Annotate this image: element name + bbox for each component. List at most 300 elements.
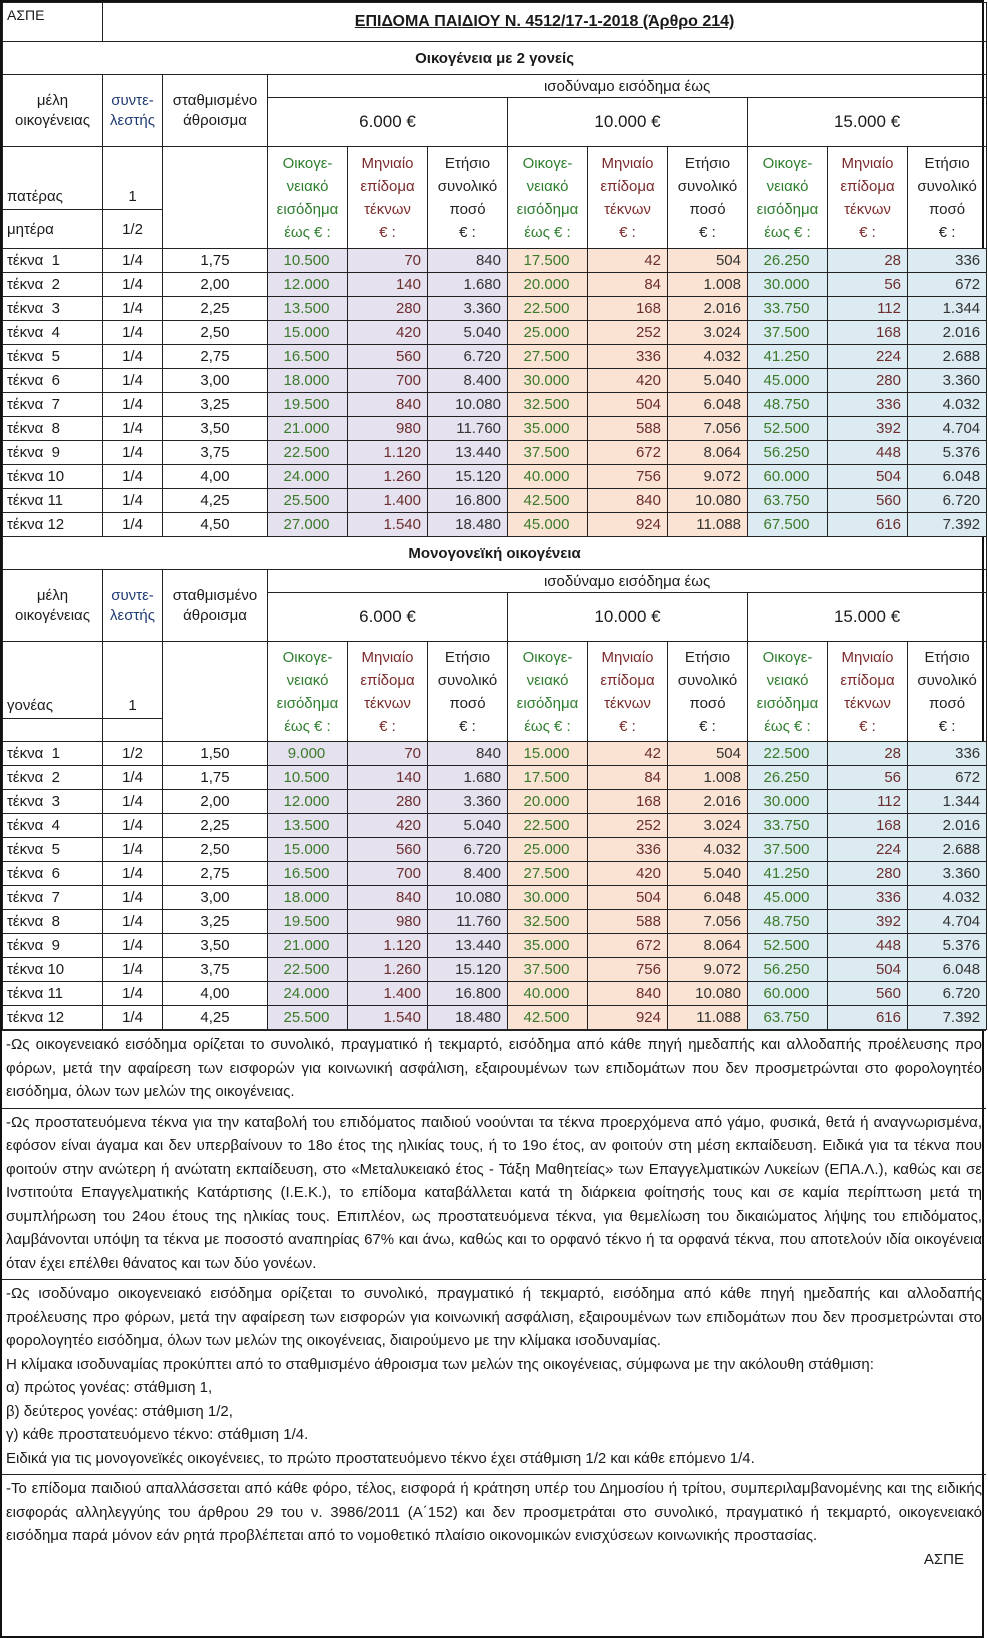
family-income-limit: 12.000 bbox=[268, 790, 348, 814]
header-line: εισόδημα bbox=[516, 200, 579, 218]
monthly-benefit: 1.120 bbox=[348, 934, 428, 958]
header-line: έως € : bbox=[764, 717, 811, 735]
monthly-benefit: 42 bbox=[588, 249, 668, 273]
monthly-benefit: 504 bbox=[828, 465, 908, 489]
annual-total: 11.088 bbox=[668, 1006, 748, 1030]
child-label: τέκνα 8 bbox=[3, 910, 103, 934]
weighted-sum: 2,50 bbox=[163, 321, 268, 345]
subheader-income bbox=[508, 147, 588, 249]
note-paragraph: -Ως προστατευόμενα τέκνα για την καταβολή του επιδόματος παιδιού νοούνται τα τέκνα προερχόμενα από γάμο, φυσικά, θετά ή αναγνωρισμένα, εφόσον είναι άγαμα και δεν υπερβαίνουν το 18ο έτος της ηλικίας τους, ή το 19ο έτος, αν φοιτούν στη μέση εκπαίδευση. Ειδικά για τα τέκνα που φοιτούν στην ανώτερη ή ανώτατη εκπαίδευση, στο «Μεταλυκειακό έτος - Τάξη Μαθητείας» των Επαγγελματικών Λυκείων (ΕΠΑ.Λ.), καθώς και σε Ινστιτούτα Επαγγελματικής Κατάρτισης (Ι.Ε.Κ.), το επίδομα καταβάλλεται κατά τη διάρκεια φοίτησής τους και σε καμία περίπτωση μετά τη συμπλήρωση του 24ου έτους της ηλικίας τους. Επιπλέον, ως προστατευόμενα τέκνα, για θεμελίωση του δικαιώματος λήψης του επιδόματος, λαμβάνονται υπόψη τα τέκνα με ποσοστό αναπηρίας 67% και άνω, καθώς και το ορφανό τέκνο ή τα ορφανά τέκνα, που αποτελούν ιδία οικογένεια όταν έχει επέλθει θάνατος και των δύο γονέων. bbox=[6, 1113, 982, 1272]
header-line: € : bbox=[938, 223, 956, 241]
header-line: τέκνων bbox=[364, 694, 411, 712]
weighted-sum-header bbox=[163, 75, 268, 147]
annual-total: 2.016 bbox=[908, 321, 987, 345]
annual-total: 1.344 bbox=[908, 297, 987, 321]
monthly-benefit: 70 bbox=[348, 742, 428, 766]
empty-cell bbox=[163, 642, 268, 742]
header-line: € : bbox=[699, 717, 716, 735]
annual-total: 336 bbox=[908, 742, 987, 766]
subheader-annual bbox=[908, 642, 987, 742]
header-line: Μηνιαίο bbox=[601, 154, 654, 172]
section-title: Οικογένεια με 2 γονείς bbox=[3, 42, 987, 75]
family-income-limit: 30.000 bbox=[508, 369, 588, 393]
child-label: τέκνα 4 bbox=[3, 814, 103, 838]
subheader-row bbox=[3, 147, 987, 210]
annual-total: 336 bbox=[908, 249, 987, 273]
subheader-monthly bbox=[828, 642, 908, 742]
family-income-limit: 10.500 bbox=[268, 249, 348, 273]
monthly-benefit: 700 bbox=[348, 369, 428, 393]
annual-total: 4.704 bbox=[908, 910, 987, 934]
annual-total: 10.080 bbox=[428, 393, 508, 417]
header-line: έως € : bbox=[524, 717, 571, 735]
annual-total: 3.024 bbox=[668, 321, 748, 345]
child-label: τέκνα 4 bbox=[3, 321, 103, 345]
annual-total: 6.048 bbox=[668, 886, 748, 910]
child-coefficient: 1/4 bbox=[103, 934, 163, 958]
child-label: τέκνα 10 bbox=[3, 465, 103, 489]
weighted-sum: 2,75 bbox=[163, 345, 268, 369]
annual-total: 672 bbox=[908, 766, 987, 790]
monthly-benefit: 560 bbox=[348, 838, 428, 862]
child-coefficient: 1/4 bbox=[103, 249, 163, 273]
monthly-benefit: 504 bbox=[588, 393, 668, 417]
header-line: επίδομα bbox=[360, 177, 415, 195]
family-income-limit: 25.500 bbox=[268, 489, 348, 513]
header-line: συνολικό bbox=[437, 671, 498, 689]
monthly-benefit: 28 bbox=[828, 249, 908, 273]
monthly-benefit: 168 bbox=[588, 297, 668, 321]
coefficient-header bbox=[103, 75, 163, 147]
monthly-benefit: 392 bbox=[828, 417, 908, 441]
family-income-limit: 17.500 bbox=[508, 249, 588, 273]
family-income-limit: 18.000 bbox=[268, 886, 348, 910]
child-label: τέκνα 2 bbox=[3, 766, 103, 790]
family-income-limit: 56.250 bbox=[748, 441, 828, 465]
header-line: συνολικό bbox=[437, 177, 498, 195]
child-label: τέκνα 2 bbox=[3, 273, 103, 297]
family-income-limit: 19.500 bbox=[268, 393, 348, 417]
header-line: επίδομα bbox=[360, 671, 415, 689]
family-income-limit: 52.500 bbox=[748, 934, 828, 958]
table-row bbox=[3, 862, 987, 886]
weighted-sum: 3,00 bbox=[163, 369, 268, 393]
parent-name: πατέρας bbox=[3, 147, 103, 210]
monthly-benefit: 280 bbox=[828, 369, 908, 393]
table-row bbox=[3, 465, 987, 489]
weighted-sum: 1,75 bbox=[163, 766, 268, 790]
child-coefficient: 1/4 bbox=[103, 369, 163, 393]
child-coefficient: 1/4 bbox=[103, 465, 163, 489]
child-label: τέκνα 3 bbox=[3, 790, 103, 814]
family-income-limit: 45.000 bbox=[508, 513, 588, 537]
monthly-benefit: 420 bbox=[588, 369, 668, 393]
annual-total: 11.760 bbox=[428, 910, 508, 934]
table-row bbox=[3, 910, 987, 934]
monthly-benefit: 140 bbox=[348, 766, 428, 790]
annual-total: 5.040 bbox=[668, 862, 748, 886]
family-income-limit: 63.750 bbox=[748, 489, 828, 513]
family-income-limit: 37.500 bbox=[508, 958, 588, 982]
table-row bbox=[3, 273, 987, 297]
family-income-limit: 20.000 bbox=[508, 273, 588, 297]
weighted-sum: 3,00 bbox=[163, 886, 268, 910]
header-line: Ετήσιο bbox=[924, 154, 970, 172]
header-line: τέκνων bbox=[844, 694, 891, 712]
weighted-sum: 2,25 bbox=[163, 814, 268, 838]
header-line: Μηνιαίο bbox=[361, 648, 414, 666]
header-line: συνολικό bbox=[917, 177, 977, 195]
brand-label: ΑΣΠΕ bbox=[3, 3, 103, 42]
annual-total: 504 bbox=[668, 249, 748, 273]
note-paragraph: γ) κάθε προστατευόμενο τέκνο: στάθμιση 1/4. bbox=[6, 1426, 309, 1443]
weighted-sum: 3,75 bbox=[163, 958, 268, 982]
header-line: Οικογε- bbox=[282, 154, 333, 172]
header-line: επίδομα bbox=[600, 671, 655, 689]
family-income-limit: 45.000 bbox=[748, 886, 828, 910]
child-coefficient: 1/4 bbox=[103, 393, 163, 417]
monthly-benefit: 224 bbox=[828, 345, 908, 369]
parent-name: γονέας bbox=[3, 642, 103, 719]
child-coefficient: 1/4 bbox=[103, 838, 163, 862]
subheader-annual bbox=[668, 642, 748, 742]
table-row bbox=[3, 958, 987, 982]
annual-total: 7.056 bbox=[668, 910, 748, 934]
monthly-benefit: 448 bbox=[828, 934, 908, 958]
header-line: εισόδημα bbox=[756, 694, 819, 712]
child-label: τέκνα 7 bbox=[3, 393, 103, 417]
annual-total: 10.080 bbox=[668, 489, 748, 513]
annual-total: 672 bbox=[908, 273, 987, 297]
header-line: € : bbox=[938, 717, 956, 735]
annual-total: 8.400 bbox=[428, 862, 508, 886]
header-line: επίδομα bbox=[600, 177, 655, 195]
table-row bbox=[3, 489, 987, 513]
child-coefficient: 1/4 bbox=[103, 273, 163, 297]
family-income-limit: 18.000 bbox=[268, 369, 348, 393]
monthly-benefit: 504 bbox=[828, 958, 908, 982]
family-income-limit: 26.250 bbox=[748, 766, 828, 790]
family-income-limit: 17.500 bbox=[508, 766, 588, 790]
header-line: εισόδημα bbox=[276, 200, 339, 218]
annual-total: 6.720 bbox=[908, 982, 987, 1006]
header-line: € : bbox=[379, 717, 396, 735]
header-line: Ετήσιο bbox=[444, 648, 491, 666]
header-line: Ετήσιο bbox=[684, 154, 731, 172]
family-income-limit: 22.500 bbox=[508, 814, 588, 838]
child-label: τέκνα 10 bbox=[3, 958, 103, 982]
table-row bbox=[3, 742, 987, 766]
header-line: συντε- bbox=[111, 586, 154, 604]
family-income-limit: 25.000 bbox=[508, 321, 588, 345]
income-band-header: 15.000 € bbox=[748, 98, 987, 147]
family-income-limit: 25.000 bbox=[508, 838, 588, 862]
note-paragraph: Ειδικά για τις μονογονεϊκές οικογένειες, το πρώτο προστατευόμενο τέκνο έχει στάθμιση 1/2 και κάθε επόμενο 1/4. bbox=[6, 1449, 755, 1467]
note-paragraph: α) πρώτος γονέας: στάθμιση 1, bbox=[6, 1379, 213, 1396]
header-line: € : bbox=[619, 717, 636, 735]
header-line: ποσό bbox=[689, 694, 726, 712]
header-line: επίδομα bbox=[840, 671, 895, 689]
annual-total: 1.008 bbox=[668, 766, 748, 790]
weighted-sum: 4,00 bbox=[163, 465, 268, 489]
table-row bbox=[3, 1006, 987, 1030]
subheader-monthly bbox=[588, 147, 668, 249]
annual-total: 5.040 bbox=[428, 321, 508, 345]
parent-coefficient: 1 bbox=[103, 147, 163, 210]
benefit-table bbox=[2, 2, 987, 1030]
family-income-limit: 9.000 bbox=[268, 742, 348, 766]
annual-total: 6.048 bbox=[668, 393, 748, 417]
header-line: Οικογε- bbox=[282, 648, 333, 666]
family-income-limit: 22.500 bbox=[508, 297, 588, 321]
table-row bbox=[3, 886, 987, 910]
header-line: έως € : bbox=[284, 223, 331, 241]
header-line: Ετήσιο bbox=[444, 154, 491, 172]
header-line: νειακό bbox=[526, 671, 569, 689]
header-line: € : bbox=[859, 223, 876, 241]
table-row bbox=[3, 345, 987, 369]
annual-total: 2.688 bbox=[908, 838, 987, 862]
child-label: τέκνα 6 bbox=[3, 369, 103, 393]
monthly-benefit: 252 bbox=[588, 814, 668, 838]
family-income-limit: 22.500 bbox=[268, 441, 348, 465]
family-income-limit: 19.500 bbox=[268, 910, 348, 934]
header-line: ποσό bbox=[929, 694, 966, 712]
equivalent-income-header: ισοδύναμο εισόδημα έως bbox=[268, 570, 987, 593]
child-coefficient: 1/4 bbox=[103, 862, 163, 886]
annual-total: 4.704 bbox=[908, 417, 987, 441]
header-line: € : bbox=[619, 223, 636, 241]
note-paragraph: β) δεύτερος γονέας: στάθμιση 1/2, bbox=[6, 1402, 233, 1420]
child-coefficient: 1/4 bbox=[103, 766, 163, 790]
weighted-sum: 4,50 bbox=[163, 513, 268, 537]
monthly-benefit: 280 bbox=[348, 297, 428, 321]
monthly-benefit: 1.400 bbox=[348, 982, 428, 1006]
weighted-sum: 4,25 bbox=[163, 1006, 268, 1030]
monthly-benefit: 336 bbox=[588, 838, 668, 862]
table-row bbox=[3, 321, 987, 345]
child-coefficient: 1/4 bbox=[103, 1006, 163, 1030]
annual-total: 4.032 bbox=[668, 345, 748, 369]
subheader-monthly bbox=[348, 642, 428, 742]
annual-total: 4.032 bbox=[668, 838, 748, 862]
child-coefficient: 1/4 bbox=[103, 345, 163, 369]
child-label: τέκνα 9 bbox=[3, 934, 103, 958]
monthly-benefit: 448 bbox=[828, 441, 908, 465]
monthly-benefit: 420 bbox=[348, 814, 428, 838]
header-line: ποσό bbox=[689, 200, 726, 218]
family-income-limit: 15.000 bbox=[508, 742, 588, 766]
header-line: έως € : bbox=[524, 223, 571, 241]
header-line: ποσό bbox=[449, 694, 486, 712]
child-label: τέκνα 7 bbox=[3, 886, 103, 910]
monthly-benefit: 56 bbox=[828, 273, 908, 297]
child-coefficient: 1/4 bbox=[103, 297, 163, 321]
weighted-sum: 3,50 bbox=[163, 934, 268, 958]
header-line: έως € : bbox=[764, 223, 811, 241]
subheader-income bbox=[508, 642, 588, 742]
child-label: τέκνα 5 bbox=[3, 838, 103, 862]
family-income-limit: 42.500 bbox=[508, 489, 588, 513]
header-line: συνολικό bbox=[677, 671, 738, 689]
family-income-limit: 20.000 bbox=[508, 790, 588, 814]
subheader-monthly bbox=[588, 642, 668, 742]
family-income-limit: 27.500 bbox=[508, 862, 588, 886]
child-coefficient: 1/4 bbox=[103, 910, 163, 934]
family-income-limit: 25.500 bbox=[268, 1006, 348, 1030]
child-label: τέκνα 1 bbox=[3, 249, 103, 273]
header-line: € : bbox=[459, 223, 476, 241]
header-line: € : bbox=[699, 223, 716, 241]
child-label: τέκνα 6 bbox=[3, 862, 103, 886]
monthly-benefit: 224 bbox=[828, 838, 908, 862]
monthly-benefit: 1.400 bbox=[348, 489, 428, 513]
child-label: τέκνα 3 bbox=[3, 297, 103, 321]
monthly-benefit: 560 bbox=[828, 489, 908, 513]
monthly-benefit: 672 bbox=[588, 934, 668, 958]
subheader-income bbox=[748, 147, 828, 249]
monthly-benefit: 280 bbox=[348, 790, 428, 814]
subheader-income bbox=[268, 147, 348, 249]
annual-total: 6.048 bbox=[908, 958, 987, 982]
weighted-sum: 3,25 bbox=[163, 393, 268, 417]
monthly-benefit: 420 bbox=[348, 321, 428, 345]
family-income-limit: 41.250 bbox=[748, 345, 828, 369]
header-line: Οικογε- bbox=[762, 648, 813, 666]
header-line: συντε- bbox=[111, 91, 154, 109]
notes-section bbox=[2, 1030, 986, 1597]
monthly-benefit: 840 bbox=[348, 393, 428, 417]
empty-cell bbox=[3, 719, 103, 742]
income-band-header: 15.000 € bbox=[748, 593, 987, 642]
annual-total: 504 bbox=[668, 742, 748, 766]
child-coefficient: 1/4 bbox=[103, 958, 163, 982]
annual-total: 3.360 bbox=[428, 297, 508, 321]
monthly-benefit: 560 bbox=[348, 345, 428, 369]
equivalent-income-row bbox=[3, 570, 987, 593]
family-income-limit: 15.000 bbox=[268, 321, 348, 345]
monthly-benefit: 756 bbox=[588, 958, 668, 982]
header-line: σταθμισμένο bbox=[172, 91, 258, 109]
monthly-benefit: 980 bbox=[348, 910, 428, 934]
family-income-limit: 52.500 bbox=[748, 417, 828, 441]
table-row bbox=[3, 934, 987, 958]
family-income-limit: 42.500 bbox=[508, 1006, 588, 1030]
family-income-limit: 60.000 bbox=[748, 465, 828, 489]
annual-total: 10.080 bbox=[668, 982, 748, 1006]
child-label: τέκνα 5 bbox=[3, 345, 103, 369]
monthly-benefit: 336 bbox=[588, 345, 668, 369]
family-income-limit: 37.500 bbox=[508, 441, 588, 465]
annual-total: 1.008 bbox=[668, 273, 748, 297]
child-label: τέκνα 11 bbox=[3, 982, 103, 1006]
monthly-benefit: 392 bbox=[828, 910, 908, 934]
annual-total: 6.720 bbox=[428, 838, 508, 862]
header-line: εισόδημα bbox=[756, 200, 819, 218]
subheader-annual bbox=[428, 642, 508, 742]
monthly-benefit: 924 bbox=[588, 1006, 668, 1030]
family-income-limit: 27.000 bbox=[268, 513, 348, 537]
subheader-annual bbox=[428, 147, 508, 249]
note-paragraph: -Ως ισοδύναμο οικογενειακό εισόδημα ορίζεται το συνολικό, πραγματικό ή τεκμαρτό, εισόδημα από κάθε πηγή ημεδαπής και αλλοδαπής προέλευσης προ φόρων, μετά την αφαίρεση των εισφορών για κοινωνική ασφάλιση, εξαιρουμένων των επιδομάτων που δεν προσμετρώνται στο φορολογητέο εισόδημα, όλων των μελών της οικογένειας, διαιρούμενο με την κλίμακα ισοδυναμίας. bbox=[6, 1285, 982, 1349]
annual-total: 1.680 bbox=[428, 766, 508, 790]
family-income-limit: 32.500 bbox=[508, 393, 588, 417]
family-income-limit: 22.500 bbox=[748, 742, 828, 766]
header-line: Οικογε- bbox=[762, 154, 813, 172]
family-income-limit: 16.500 bbox=[268, 345, 348, 369]
weighted-sum: 4,00 bbox=[163, 982, 268, 1006]
annual-total: 2.016 bbox=[668, 790, 748, 814]
monthly-benefit: 840 bbox=[348, 886, 428, 910]
subheader-monthly bbox=[348, 147, 428, 249]
subheader-annual bbox=[908, 147, 987, 249]
annual-total: 10.080 bbox=[428, 886, 508, 910]
annual-total: 16.800 bbox=[428, 489, 508, 513]
subheader-income bbox=[748, 642, 828, 742]
family-income-limit: 26.250 bbox=[748, 249, 828, 273]
header-line: άθροισμα bbox=[183, 606, 247, 624]
annual-total: 16.800 bbox=[428, 982, 508, 1006]
header-line: Ετήσιο bbox=[684, 648, 731, 666]
title-row bbox=[3, 3, 987, 42]
monthly-benefit: 168 bbox=[588, 790, 668, 814]
weighted-sum: 3,25 bbox=[163, 910, 268, 934]
weighted-sum: 2,00 bbox=[163, 273, 268, 297]
family-income-limit: 27.500 bbox=[508, 345, 588, 369]
annual-total: 18.480 bbox=[428, 1006, 508, 1030]
header-line: νειακό bbox=[286, 177, 329, 195]
subheader-monthly bbox=[828, 147, 908, 249]
annual-total: 840 bbox=[428, 742, 508, 766]
annual-total: 3.024 bbox=[668, 814, 748, 838]
family-income-limit: 21.000 bbox=[268, 417, 348, 441]
family-income-limit: 37.500 bbox=[748, 838, 828, 862]
annual-total: 840 bbox=[428, 249, 508, 273]
table-row bbox=[3, 766, 987, 790]
weighted-sum: 2,00 bbox=[163, 790, 268, 814]
family-income-limit: 45.000 bbox=[748, 369, 828, 393]
header-line: Μηνιαίο bbox=[841, 154, 894, 172]
annual-total: 5.040 bbox=[668, 369, 748, 393]
header-line: νειακό bbox=[526, 177, 569, 195]
parent-coefficient: 1/2 bbox=[103, 210, 163, 249]
table-row bbox=[3, 838, 987, 862]
header-line: ποσό bbox=[449, 200, 486, 218]
annual-total: 5.376 bbox=[908, 934, 987, 958]
table-row bbox=[3, 441, 987, 465]
subheader-income bbox=[268, 642, 348, 742]
monthly-benefit: 336 bbox=[828, 393, 908, 417]
monthly-benefit: 616 bbox=[828, 1006, 908, 1030]
child-label: τέκνα 1 bbox=[3, 742, 103, 766]
header-line: τέκνων bbox=[604, 694, 651, 712]
family-income-limit: 30.000 bbox=[508, 886, 588, 910]
annual-total: 6.048 bbox=[908, 465, 987, 489]
annual-total: 4.032 bbox=[908, 886, 987, 910]
family-income-limit: 37.500 bbox=[748, 321, 828, 345]
family-income-limit: 60.000 bbox=[748, 982, 828, 1006]
family-income-limit: 33.750 bbox=[748, 297, 828, 321]
weighted-sum: 4,25 bbox=[163, 489, 268, 513]
child-coefficient: 1/4 bbox=[103, 321, 163, 345]
child-coefficient: 1/4 bbox=[103, 982, 163, 1006]
child-coefficient: 1/4 bbox=[103, 790, 163, 814]
family-income-limit: 21.000 bbox=[268, 934, 348, 958]
monthly-benefit: 1.120 bbox=[348, 441, 428, 465]
header-line: νειακό bbox=[766, 177, 809, 195]
monthly-benefit: 1.540 bbox=[348, 1006, 428, 1030]
empty-cell bbox=[103, 719, 163, 742]
